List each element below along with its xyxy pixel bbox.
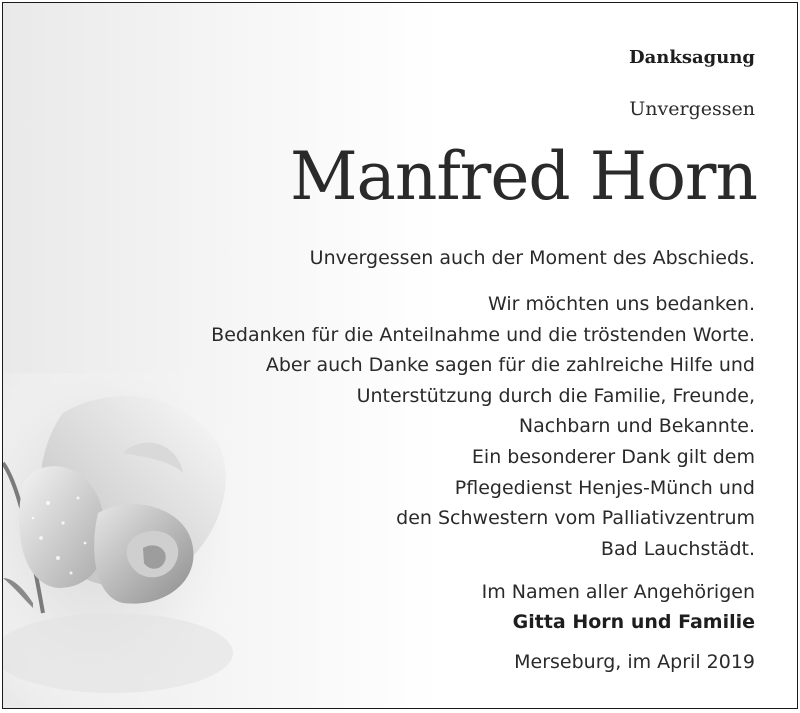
signature-intro: Im Namen aller Angehörigen xyxy=(481,581,755,603)
obituary-notice xyxy=(2,2,798,709)
notice-subheading: Unvergessen xyxy=(629,98,755,120)
body-line: Unterstützung durch die Familie, Freunde, xyxy=(356,384,755,407)
body-line: Pflegedienst Henjes-Münch und xyxy=(454,476,755,499)
body-line: den Schwestern vom Palliativzentrum xyxy=(396,507,755,530)
place-date: Merseburg, im April 2019 xyxy=(514,651,755,673)
intro-line: Unvergessen auch der Moment des Abschieds. xyxy=(309,247,755,269)
deceased-name: Manfred Horn xyxy=(289,138,757,215)
body-line: Aber auch Danke sagen für die zahlreiche Hilfe und xyxy=(265,354,755,377)
signature-name: Gitta Horn und Familie xyxy=(512,611,755,633)
body-line: Bad Lauchstädt. xyxy=(600,537,755,560)
body-line: Bedanken für die Anteilnahme und die tröstenden Worte. xyxy=(211,323,755,346)
body-line: Nachbarn und Bekannte. xyxy=(518,415,755,438)
body-line: Ein besonderer Dank gilt dem xyxy=(471,445,755,468)
body-line: Wir möchten uns bedanken. xyxy=(488,293,755,315)
thanks-body xyxy=(211,289,755,564)
notice-heading: Danksagung xyxy=(629,47,755,68)
